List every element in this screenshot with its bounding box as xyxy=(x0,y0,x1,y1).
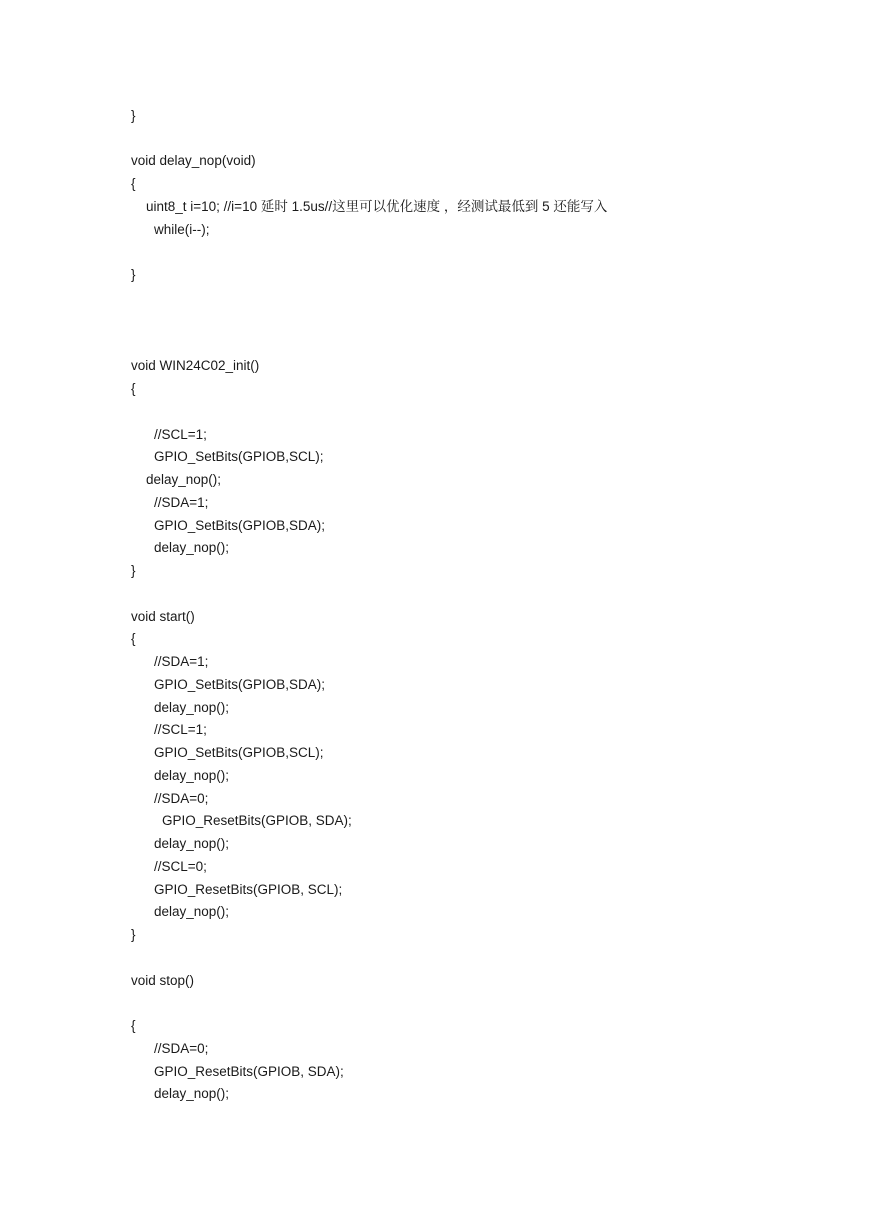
code-line: //SCL=1; xyxy=(154,427,207,442)
code-line: { xyxy=(131,381,136,396)
code-line: { xyxy=(131,1018,136,1033)
code-line: GPIO_ResetBits(GPIOB, SDA); xyxy=(162,813,352,828)
code-line: //SDA=1; xyxy=(154,654,209,669)
code-line: GPIO_SetBits(GPIOB,SCL); xyxy=(154,449,324,464)
code-line: GPIO_ResetBits(GPIOB, SDA); xyxy=(154,1064,344,1079)
code-line: //SDA=0; xyxy=(154,1041,209,1056)
code-line: } xyxy=(131,267,136,282)
code-line: void stop() xyxy=(131,973,195,988)
code-line: GPIO_SetBits(GPIOB,SDA); xyxy=(154,518,326,533)
code-line: GPIO_SetBits(GPIOB,SCL); xyxy=(154,745,324,760)
code-line: //SCL=0; xyxy=(154,859,207,874)
code-line: while(i--); xyxy=(154,222,210,237)
code-line: { xyxy=(131,631,136,646)
code-line: GPIO_SetBits(GPIOB,SDA); xyxy=(154,677,326,692)
code-line: delay_nop(); xyxy=(154,904,230,919)
code-line: } xyxy=(131,563,136,578)
code-line: GPIO_ResetBits(GPIOB, SCL); xyxy=(154,882,343,897)
code-line: { xyxy=(131,176,136,191)
code-line: uint8_t i=10; //i=10 延时 1.5us//这里可以优化速度 ，经测试最低到 5 还能写入 xyxy=(146,199,608,214)
code-line: delay_nop(); xyxy=(154,768,230,783)
code-line: delay_nop(); xyxy=(154,700,230,715)
code-line: } xyxy=(131,108,136,123)
code-line: } xyxy=(131,927,136,942)
code-line: delay_nop(); xyxy=(154,540,230,555)
code-line: void start() xyxy=(131,609,195,624)
code-line: void WIN24C02_init() xyxy=(131,358,260,373)
code-line: //SCL=1; xyxy=(154,722,207,737)
code-line: //SDA=0; xyxy=(154,791,209,806)
code-line: //SDA=1; xyxy=(154,495,209,510)
code-line: delay_nop(); xyxy=(154,836,230,851)
code-line: delay_nop(); xyxy=(146,472,222,487)
code-line: void delay_nop(void) xyxy=(131,153,256,168)
code-line: delay_nop(); xyxy=(154,1086,230,1101)
